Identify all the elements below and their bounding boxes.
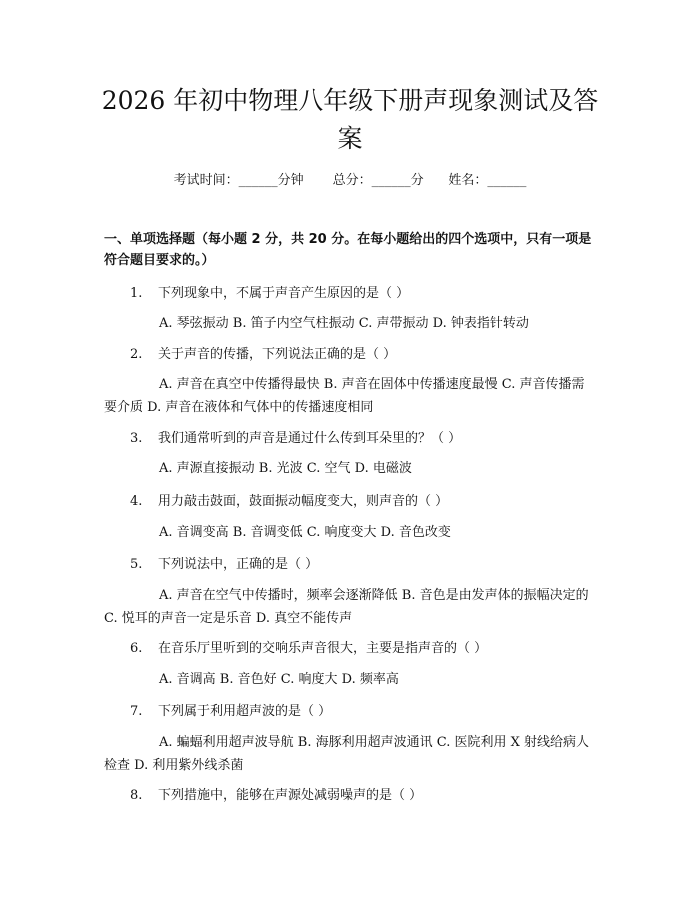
time-label: 考试时间：: [173, 173, 239, 188]
question-number: 7.: [130, 704, 143, 719]
question-text: 在音乐厅里听到的交响乐声音很大，主要是指声音的（ ）: [158, 641, 488, 656]
question-text: 我们通常听到的声音是通过什么传到耳朵里的？（ ）: [158, 431, 462, 446]
question-number: 2.: [130, 347, 143, 362]
question-number: 1.: [130, 286, 143, 301]
question-number: 8.: [130, 788, 143, 803]
question-2: [130, 344, 600, 365]
question-2-options: A. 声音在真空中传播得最快 B. 声音在固体中传播速度最慢 C. 声音传播需要介质 D. 声音在液体和气体中的传播速度相同: [104, 377, 585, 415]
score-blank: ______: [371, 173, 411, 188]
question-3-options: A. 声源直接振动 B. 光波 C. 空气 D. 电磁波: [159, 461, 412, 476]
question-number: 6.: [130, 641, 143, 656]
time-unit: 分钟: [277, 173, 304, 188]
question-5-options: A. 声音在空气中传播时，频率会逐渐降低 B. 音色是由发声体的振幅决定的 C. 悦耳的声音一定是乐音 D. 真空不能传声: [104, 588, 589, 626]
time-blank: ______: [238, 173, 278, 188]
name-blank: ______: [487, 173, 527, 188]
question-4-options: A. 音调变高 B. 音调变低 C. 响度变大 D. 音色改变: [159, 525, 451, 540]
question-text: 下列属于利用超声波的是（ ）: [158, 704, 332, 719]
question-4: [130, 491, 600, 512]
question-6-options: A. 音调高 B. 音色好 C. 响度大 D. 频率高: [159, 672, 399, 687]
question-text: 下列说法中，正确的是（ ）: [158, 557, 319, 572]
question-text: 下列措施中，能够在声源处减弱噪声的是（ ）: [158, 788, 423, 803]
question-1-options: A. 琴弦振动 B. 笛子内空气柱振动 C. 声带振动 D. 钟表指针转动: [159, 316, 529, 331]
name-label: 姓名：: [448, 173, 488, 188]
question-5: [130, 554, 600, 575]
question-6: [130, 638, 600, 659]
question-1: [130, 283, 600, 304]
question-number: 5.: [130, 557, 143, 572]
score-label: 总分：: [332, 173, 372, 188]
question-3: [130, 428, 600, 449]
question-8: [130, 785, 600, 806]
page-title: 2026 年初中物理八年级下册声现象测试及答案: [101, 86, 599, 153]
score-unit: 分: [410, 173, 424, 188]
exam-meta-line: [0, 169, 700, 188]
question-7-options: A. 蝙蝠利用超声波导航 B. 海豚利用超声波通讯 C. 医院利用 X 射线给病人检查 D. 利用紫外线杀菌: [104, 735, 590, 773]
question-text: 下列现象中，不属于声音产生原因的是（ ）: [158, 286, 410, 301]
question-text: 用力敲击鼓面，鼓面振动幅度变大，则声音的（ ）: [158, 494, 449, 509]
question-7: [130, 701, 600, 722]
question-number: 4.: [130, 494, 143, 509]
section-heading: 一、单项选择题（每小题 2 分，共 20 分。在每小题给出的四个选项中，只有一项是符合题目要求的。）: [104, 232, 592, 268]
question-number: 3.: [130, 431, 143, 446]
question-text: 关于声音的传播，下列说法正确的是（ ）: [158, 347, 397, 362]
